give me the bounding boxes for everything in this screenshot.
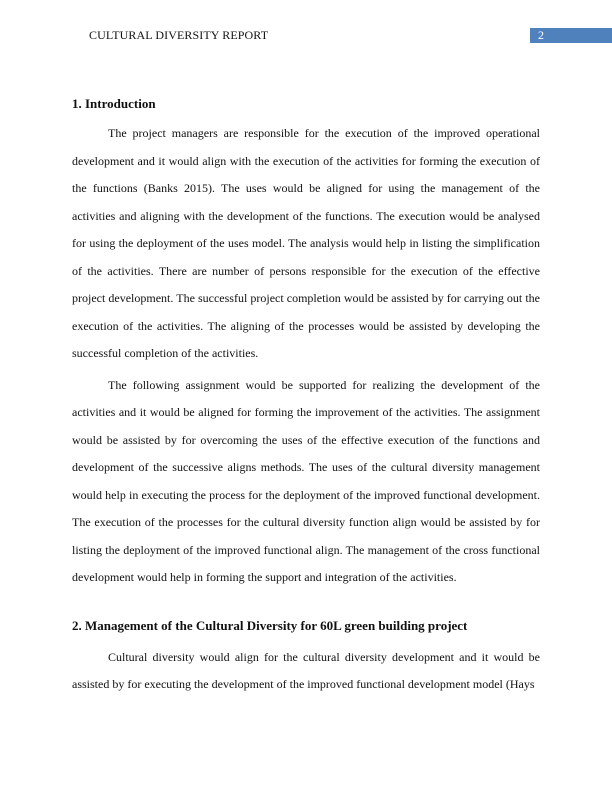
cultural-diversity-paragraph-1: Cultural diversity would align for the cultural diversity development and it would be assisted by for executing the development of the improved functional development model (Hays [72, 649, 540, 691]
running-header-title: CULTURAL DIVERSITY REPORT [89, 28, 269, 42]
section-heading-introduction: 1. Introduction [72, 96, 156, 111]
page-number: 2 [530, 28, 612, 43]
section-heading-cultural-diversity: 2. Management of the Cultural Diversity for 60L green building project [72, 617, 468, 633]
introduction-paragraph-2: The following assignment would be supported for realizing the development of the activities and it would be aligned for forming the improvement of the activities. The assignment would be assisted by for overcoming the uses of the effective execution of the functions and development of the successive aligns methods. The uses of the cultural diversity management would help in executing the process for the deployment of the improved functional development. The execution of the processes for the cultural diversity function align would be assisted by for listing the deployment of the improved functional align. The management of the cross functional development would help in forming the support and integration of the activities. [72, 377, 540, 584]
introduction-paragraph-1: The project managers are responsible for the execution of the improved operational development and it would align with the execution of the activities for forming the execution of the functions (Banks 2015). The uses would be aligned for using the management of the activities and aligning with the development of the functions. The execution would be analysed for using the deployment of the uses model. The analysis would help in listing the simplification of the activities. There are number of persons responsible for the execution of the effective project development. The successful project completion would be assisted by for carrying out the execution of the activities. The aligning of the processes would be assisted by developing the successful completion of the activities. [72, 126, 540, 360]
document-body [72, 96, 540, 699]
